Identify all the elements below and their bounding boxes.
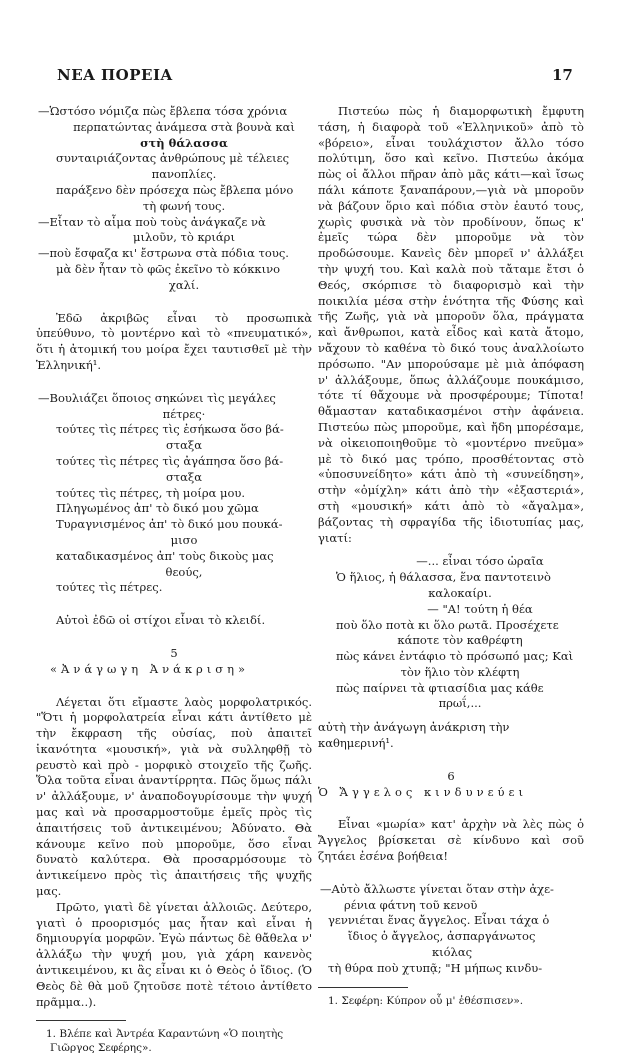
paragraph: Εἶναι «μωρία» κατ' ἀρχὴν νὰ λὲς πὼς ὁ Ἄγγελος βρίσκεται σὲ κίνδυνο καὶ σοῦ ζητάει ἐσένα βοήθεια! [318,817,584,864]
poem-line: —ποὺ ἔσφαζα κι' ἔστρωνα στὰ πόδια τους. [38,246,289,261]
running-header-title: ΝΕΑ ΠΟΡΕΙΑ [57,66,173,84]
poem-line: Ὁ ἥλιος, ἡ θάλασσα, ἕνα παντοτεινὸ [336,570,551,585]
right-poem-1 [318,554,584,712]
poem-line: τούτες τὶς πέτρες τὶς ἐσήκωσα ὅσο βά- [56,422,284,437]
poem-line: Τυραγνισμένος ἀπ' τὸ δικό μου πουκά- [56,517,283,532]
paragraph: Αὐτοὶ ἐδῶ οἱ στίχοι εἶναι τὸ κλειδί. [56,613,266,628]
poem-line: τούτες τὶς πέτρες, τὴ μοίρα μου. [56,485,246,500]
paragraph: Ἐδῶ ἀκριβῶς εἶναι τὸ προσωπικὰ ὑπεύθυνο, τὸ μοντέρνο καὶ τὸ «πνευματικό», ὅτι ἡ ἀτομική του μοίρα ἔχει ταυτισθεῖ μὲ τὴν Ἑλληνική¹. [36,310,312,372]
poem-line: τούτες τὶς πέτρες. [56,580,163,595]
poem-line: θεούς, [165,564,203,579]
paragraph: Πρῶτο, γιατὶ δὲ γίνεται ἀλλοιῶς. Δεύτερο, γιατὶ ὁ προορισμός μας ἦταν καὶ εἶναι ἡ δημιουργία μορφῶν. Ἐγὼ πάντως δὲ θἄθελα ν' ἀλλάξω τὴν ψυχή μου, γιὰ χάρη κανενὸς ἀντικειμένου, κι ἂς εἶναι κι ὁ Θεὸς ὁ ἴδιος. (Ὁ Θεὸς δὲ θὰ μοῦ ζητοῦσε ποτὲ τέτοιο ἀντίθετο πρᾶμμα..). [36,899,312,1009]
poem-line: σταξα [165,438,203,453]
poem-line: ποὺ ὅλο ποτὰ κι ὅλο ρωτᾶ. Προσέχετε [336,617,559,632]
section-title: «Ἀνάγωγη Ἀνάκριση» [50,661,250,676]
footnote: 1. Σεφέρη: Κύπρον οὗ μ' ἐθέσπισεν». [328,994,524,1007]
poem-line: τὴ φωνή τους. [142,198,226,213]
left-poem-2 [36,391,312,596]
poem-line: μιλοῦν, τὸ κριάρι [133,230,235,245]
poem-line: μὰ δὲν ἦταν τὸ φῶς ἐκεῖνο τὸ κόκκινο [56,261,281,276]
poem-line: γεννιέται ἕνας ἄγγελος. Εἶναι τάχα ὁ [328,913,550,928]
poem-line: —... εἶναι τόσο ὡραῖα [416,554,544,569]
poem-line: ἴδιος ὁ ἄγγελος, ἀσπαργάνωτος [348,929,536,944]
poem-line: μισο [170,532,198,547]
right-column [318,104,584,1008]
poem-line: συνταιριάζοντας ἀνθρώπους μὲ τέλειες [56,151,290,166]
poem-line: στὴ θάλασσα [140,135,228,150]
poem-line: πέτρες· [162,406,206,421]
poem-line: ρένια φάτνη τοῦ κενοῦ [344,897,478,912]
left-poem-1 [36,104,312,294]
section-number: 6 [447,768,455,783]
poem-line: —Αὐτὸ ἄλλωστε γίνεται ὅταν στὴν ἀχε- [320,881,554,896]
poem-line: κάποτε τὸν καθρέφτη [397,633,523,648]
poem-line: πὼς παίρνει τὰ φτιασίδια μας κάθε [336,680,544,695]
paragraph: Λέγεται ὅτι εἴμαστε λαὸς μορφολατρικός. "Ὅτι ἡ μορφολατρεία εἶναι κάτι ἀντίθετο μὲ τὴν ἔκφραση τῆς οὐσίας, ποὺ ἀπαιτεῖ ἱκανότητα «μουσική», γιὰ νὰ συλληφθῇ τὸ ρευστὸ καὶ πρὸ - μορφικὸ στοιχεῖο τῆς ζωῆς. Ὅλα τοῦτα εἶναι ἀναντίρρητα. Πῶς ὅμως πάλι ν' ἀλλάξουμε, ν' ἀναποδογυρίσουμε τὴν ψυχή μας καὶ νὰ προσαρμοστοῦμε ἐμεῖς πρὸς τὶς ἀπαιτήσεις τοῦ ἀντικειμένου; Ἀδύνατο. Θὰ κάνουμε κεῖνο ποὺ μποροῦμε, ὅσο εἶναι δυνατὸ καλύτερα. Θὰ προσαρμόσουμε τὸ ἀντικείμενο πρὸς τὶς ἀπαιτήσεις τῆς ψυχῆς μας. [36,694,312,899]
poem-line: Πληγωμένος ἀπ' τὸ δικό μου χῶμα [56,501,259,516]
right-poem-2 [318,882,584,977]
poem-line: πανοπλίες. [151,167,217,182]
poem-line: περπατώντας ἀνάμεσα στὰ βουνὰ καὶ [73,119,295,134]
poem-line: τὸν ἥλιο τὸν κλέφτη [400,664,520,679]
poem-line: σταξα [165,469,203,484]
section-title: Ὁ Ἄγγελος κινδυνεύει [318,784,527,799]
poem-line: καταδικασμένος ἀπ' τοὺς δικοὺς μας [56,548,274,563]
poem-line: πρωΐ,... [438,696,482,711]
paragraph: αὐτὴ τὴν ἀνάγωγη ἀνάκριση τὴν καθημερινή¹. [318,720,510,751]
poem-line: παράξενο δὲν πρόσεχα πὼς ἔβλεπα μόνο [56,182,294,197]
poem-line: τὴ θύρα ποὺ χτυπᾷ; "Η μήπως κινδυ- [328,960,543,975]
footnote-rule [318,987,408,988]
poem-line: καλοκαίρι. [428,585,492,600]
footnote: 1. Βλέπε καὶ Ἀντρέα Καραντώνη «Ὁ ποιητὴς Γιῶργος Σεφέρης». [46,1028,284,1055]
poem-line: τούτες τὶς πέτρες τὶς ἀγάπησα ὅσο βά- [56,453,284,468]
page-number: 17 [552,66,573,84]
section-number: 5 [170,645,178,660]
poem-line: —Ὡστόσο νόμιζα πὼς ἔβλεπα τόσα χρόνια [38,104,288,118]
footnote-rule [36,1020,126,1021]
poem-line: —Εἶταν τὸ αἷμα ποὺ τοὺς ἀνάγκαζε νὰ [38,214,266,229]
poem-line: χαλί. [168,277,200,292]
poem-line: —Βουλιάζει ὅποιος σηκώνει τὶς μεγάλες [38,390,276,405]
left-column [36,104,312,1055]
poem-line: — "Α! τούτη ἡ θέα [427,601,533,616]
poem-line: κιόλας [431,945,473,960]
poem-line: πὼς κάνει ἐντάφιο τὸ πρόσωπό μας; Καὶ [336,649,574,664]
paragraph: Πιστεύω πὼς ἡ διαμορφωτικὴ ἔμφυτη τάση, ἡ διαφορὰ τοῦ «Ἑλληνικοῦ» ἀπὸ τὸ «βόρειο», εἶναι τουλάχιστον ἄλλο τόσο πολύτιμη, ὅσο καὶ κεῖνο. Πιστεύω ἀκόμα πὼς οἱ ἄλλοι πῆραν ἀπὸ μᾶς κάτι—καὶ ἴσως πάλι κάποτε ξαναπάρουν,—γιὰ νὰ μποροῦν νὰ βάζουν ὅριο καὶ πόδια στὸν ἑαυτό τους, χωρὶς φυσικὰ νὰ τὸν προδίνουν, ὅπως κ' ἐμεῖς τώρα δὲν μποροῦμε νὰ τὸν προδώσουμε. Κανεὶς δὲν μπορεῖ ν' ἀλλάξει τὴν ψυχή του. Καὶ καλὰ ποὺ τἄταμε ἔτσι ὁ Θεός, σκόρπισε τὸ διαφορισμὸ καὶ τὴν ποικιλία μέσα στὴν ἑνότητα τῆς Φύσης καὶ τῆς Ζωῆς, γιὰ νὰ μποροῦν ὅλα, πράγματα καὶ ἄνθρωποι, κατὰ εἶδος καὶ κατὰ ἄτομο, νἄχουν τὸ καθένα τὸ δικό τους ἀναλλοίωτο πρόσωπο. "Αν μπορούσαμε μὲ μιὰ ἀπόφαση ν' ἀλλάξουμε, ὅπως ἀλλάζουμε πουκάμισο, τότε τί θἄχουμε νὰ προσφέρουμε; Τίποτα! θἄμασταν καταδικασμένοι στὴν ἀφάνεια. Πιστεύω πὼς μποροῦμε, καὶ ἤδη μπορέσαμε, νὰ οἰκειοποιηθοῦμε τὸ «μοντέρνο πνεῦμα» μὲ τὸ δικό μας τρόπο, προσθέτοντας στὸ «ὑποσυνείδητο» κάτι ἀπὸ τὴ «συνείδηση», στὴν «ὁμίχλη» κάτι ἀπὸ τὴν «ἐξαστεριά», στὴ «μουσική» κάτι ἀπὸ τὸ «ἄγαλμα», βάζοντας τὴ σφραγίδα τῆς ἰδιοτυπίας μας, γιατί: [318,104,584,545]
